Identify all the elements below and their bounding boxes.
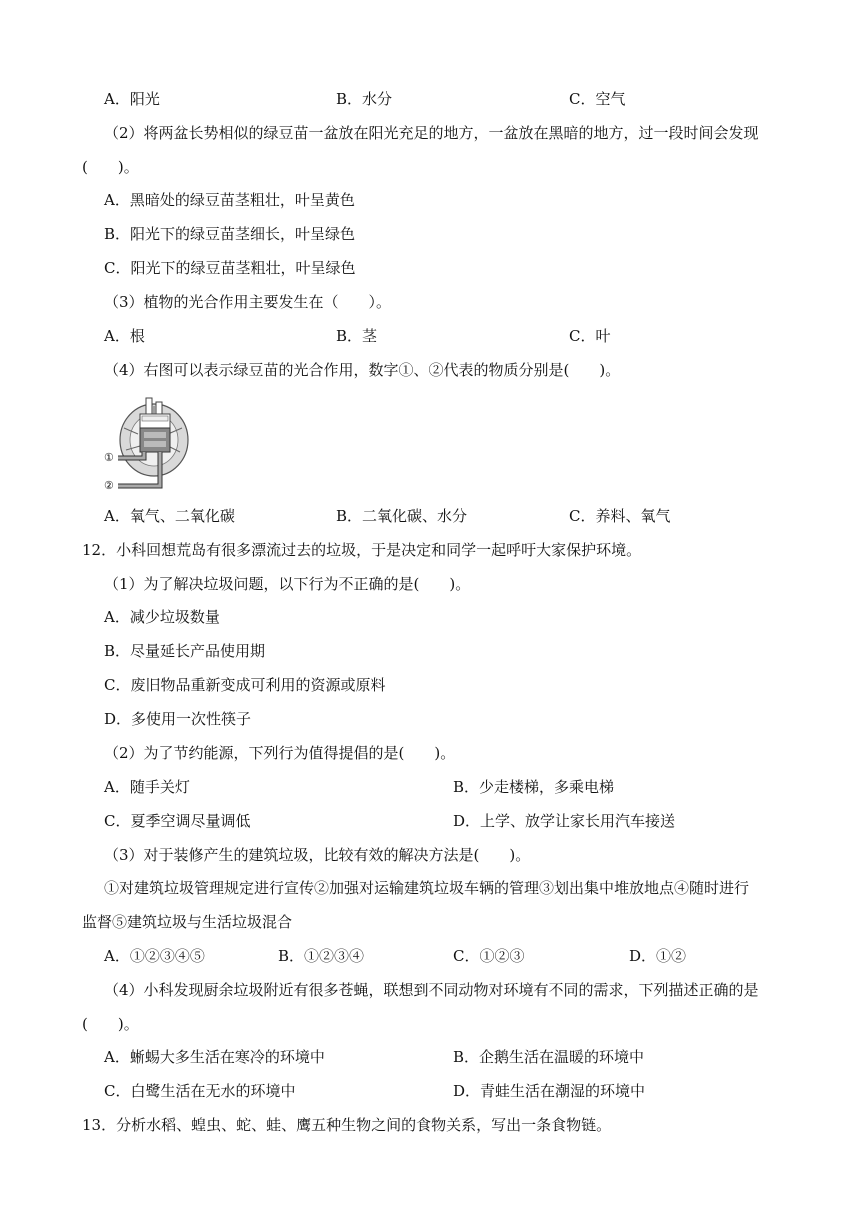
option-b: B．企鹅生活在温暖的环境中 [453,1048,645,1066]
question-stem: （4）右图可以表示绿豆苗的光合作用，数字①、②代表的物质分别是( )。 [104,361,621,379]
option-d: D．多使用一次性筷子 [104,710,252,728]
option-d: D．①② [629,947,687,965]
question-stem: （2）为了节约能源，下列行为值得提倡的是( )。 [104,744,456,762]
option-a: A．黑暗处的绿豆苗茎粗壮，叶呈黄色 [104,191,355,209]
option-a: A．氧气、二氧化碳 [104,507,235,525]
leaf-factory-illustration [104,388,192,500]
option-a: A．①②③④⑤ [104,947,205,965]
option-c: C．夏季空调尽量调低 [104,812,251,830]
question-text: ①对建筑垃圾管理规定进行宣传②加强对运输建筑垃圾车辆的管理③划出集中堆放地点④随时进行 [104,879,750,897]
option-a: A．根 [104,327,145,345]
question-12-stem: 12．小科回想荒岛有很多漂流过去的垃圾，于是决定和同学一起呼吁大家保护环境。 [82,541,642,559]
photosynthesis-figure [104,388,192,500]
question-13-stem: 13．分析水稻、蝗虫、蛇、蛙、鹰五种生物之间的食物关系，写出一条食物链。 [82,1116,612,1134]
option-b: B．二氧化碳、水分 [336,507,468,525]
question-stem: （4）小科发现厨余垃圾附近有很多苍蝇，联想到不同动物对环境有不同的需求，下列描述正确的是 [104,981,759,999]
question-text-continued: 监督⑤建筑垃圾与生活垃圾混合 [82,913,293,931]
option-c: C．阳光下的绿豆苗茎粗壮，叶呈绿色 [104,259,356,277]
option-b: B．茎 [336,327,378,345]
option-c: C．①②③ [453,947,525,965]
question-stem: （3）对于装修产生的建筑垃圾，比较有效的解决方法是( )。 [104,846,531,864]
option-c: C．养料、氧气 [569,507,671,525]
option-b: B．尽量延长产品使用期 [104,642,266,660]
option-c: C．白鹭生活在无水的环境中 [104,1082,296,1100]
figure-label-1: ① [104,451,114,464]
option-b: B．少走楼梯，多乘电梯 [453,778,615,796]
figure-label-2: ② [104,479,114,492]
option-c: C．叶 [569,327,611,345]
option-b: B．水分 [336,90,393,108]
option-d: D．上学、放学让家长用汽车接送 [453,812,676,830]
option-a: A．蜥蜴大多生活在寒冷的环境中 [104,1048,325,1066]
question-stem: （1）为了解决垃圾问题，以下行为不正确的是( )。 [104,575,471,593]
option-c: C．废旧物品重新变成可利用的资源或原料 [104,676,386,694]
question-stem-continued: ( )。 [82,158,139,176]
option-a: A．减少垃圾数量 [104,608,220,626]
option-d: D．青蛙生活在潮湿的环境中 [453,1082,646,1100]
question-stem: （2）将两盆长势相似的绿豆苗一盆放在阳光充足的地方，一盆放在黑暗的地方，过一段时间会发现 [104,124,759,142]
option-c: C．空气 [569,90,626,108]
question-stem-continued: ( )。 [82,1015,139,1033]
option-a: A．随手关灯 [104,778,190,796]
option-a: A．阳光 [104,90,160,108]
option-b: B．阳光下的绿豆苗茎细长，叶呈绿色 [104,225,356,243]
option-b: B．①②③④ [278,947,365,965]
question-stem: （3）植物的光合作用主要发生在（ ）。 [104,293,392,311]
